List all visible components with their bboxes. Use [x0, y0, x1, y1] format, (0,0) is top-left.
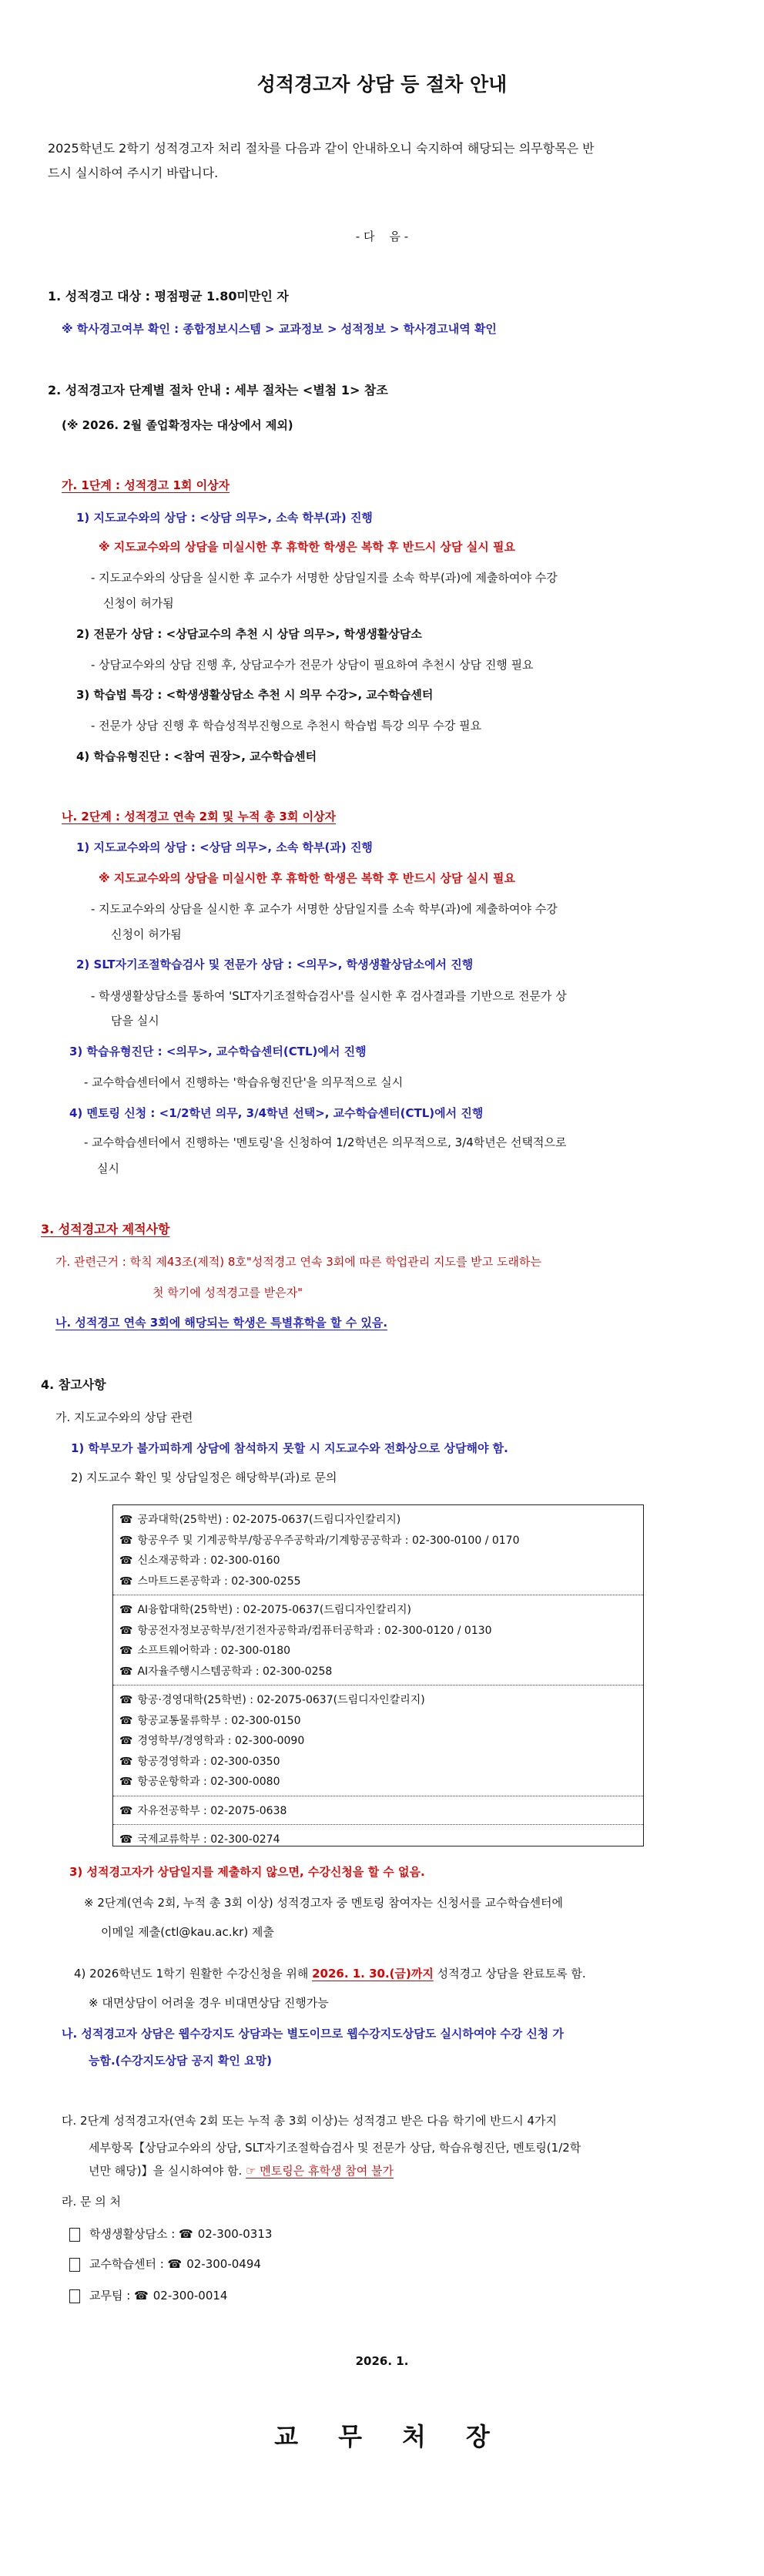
- contact-group: [113, 1685, 643, 1796]
- section-3-a-line-1: 가. 관련근거 : 학칙 제43조(제적) 8호"성적경고 연속 3회에 따른 학업관리 지도를 받고 도래하는: [55, 1255, 541, 1269]
- contact-title: 라. 문 의 처: [62, 2195, 122, 2209]
- section-4-a-item-1: 1) 학부모가 불가피하게 상담에 참석하지 못할 시 지도교수와 전화상으로 상담해야 함.: [71, 1441, 508, 1455]
- contact-text: 항공운항학과 : 02-300-0080: [137, 1776, 280, 1788]
- mentoring-warning: ☞ 멘토링은 휴학생 참여 불가: [246, 2164, 394, 2178]
- signature: 교무처장: [274, 2422, 530, 2451]
- contact-text: 소프트웨어학과 : 02-300-0180: [137, 1645, 291, 1657]
- contact-text: 경영학부/경영학과 : 02-300-0090: [137, 1735, 305, 1747]
- inquiry-label: 교무팀 :: [89, 2289, 135, 2303]
- contact-row: [113, 1801, 643, 1822]
- telephone-icon: ☎: [119, 1665, 133, 1678]
- inquiry-phone: 02-300-0014: [152, 2289, 228, 2303]
- stage-2-item-4: 4) 멘토링 신청 : <1/2학년 의무, 3/4학년 선택>, 교수학습센터(CTL)에서 진행: [69, 1106, 484, 1120]
- contact-text: 스마트드론공학과 : 02-300-0255: [137, 1575, 301, 1588]
- stage-2-item-2-desc-1: - 학생생활상담소를 통하여 'SLT자기조절학습검사'를 실시한 후 검사결과를 기반으로 전문가 상: [91, 989, 567, 1003]
- section-4-a-item-4-note: ※ 대면상담이 어려울 경우 비대면상담 진행가능: [89, 1996, 329, 2010]
- stage-1-item-1-desc-2: 신청이 허가됨: [103, 596, 174, 610]
- item-4-text-post: 성적경고 상담을 완료토록 함.: [433, 1967, 586, 1981]
- section-2-heading: 2. 성적경고자 단계별 절차 안내 : 세부 절차는 <별첨 1> 참조: [48, 383, 388, 397]
- section-3-heading: 3. 성적경고자 제적사항: [41, 1222, 170, 1236]
- telephone-icon: ☎: [179, 2227, 193, 2241]
- contact-row: [113, 1600, 643, 1621]
- telephone-icon: ☎: [119, 1514, 133, 1526]
- stage-2-item-3: 3) 학습유형진단 : <의무>, 교수학습센터(CTL)에서 진행: [69, 1045, 367, 1058]
- telephone-icon: ☎: [119, 1575, 133, 1588]
- contacts-table: [112, 1504, 644, 1846]
- section-4-a-item-3-note-2: 이메일 제출(ctl@kau.ac.kr) 제출: [101, 1925, 274, 1939]
- page-title: 성적경고자 상담 등 절차 안내: [256, 73, 508, 96]
- contact-row: [113, 1641, 643, 1662]
- stage-2-item-1-desc-2: 신청이 허가됨: [111, 927, 182, 941]
- contact-text: 항공우주 및 기계공학부/항공우주공학과/기계항공공학과 : 02-300-0100 / 0170: [137, 1534, 520, 1547]
- telephone-icon: ☎: [134, 2289, 149, 2303]
- stage-1-item-2: 2) 전문가 상담 : <상담교수의 추천 시 상담 의무>, 학생생활상담소: [76, 627, 422, 641]
- section-4-a-item-4: [74, 1966, 586, 1981]
- telephone-icon: ☎: [119, 1804, 133, 1817]
- contact-row: [113, 1772, 643, 1793]
- telephone-icon: ☎: [119, 1645, 133, 1657]
- contact-text: AI융합대학(25학번) : 02-2075-0637(드림디자인칼리지): [137, 1604, 411, 1616]
- telephone-icon: ☎: [119, 1776, 133, 1788]
- contact-text: 자유전공학부 : 02-2075-0638: [137, 1804, 287, 1817]
- contact-group: [113, 1505, 643, 1595]
- stage-2-item-1: 1) 지도교수와의 상담 : <상담 의무>, 소속 학부(과) 진행: [76, 840, 373, 854]
- section-4-c-line-2: 세부항목【상담교수와의 상담, SLT자기조절학습검사 및 전문가 상담, 학습유형진단, 멘토링(1/2학: [89, 2141, 581, 2155]
- telephone-icon: ☎: [167, 2257, 183, 2271]
- section-4-c-line-3-text: 년만 해당)】을 실시하여야 함.: [89, 2164, 246, 2178]
- deadline-date: 2026. 1. 30.(금)까지: [312, 1967, 434, 1981]
- contact-group: [113, 1796, 643, 1826]
- contact-text: 항공전자정보공학부/전기전자공학과/컴퓨터공학과 : 02-300-0120 / 0130: [137, 1624, 492, 1637]
- contact-row: [113, 1690, 643, 1711]
- section-4-a-title: 가. 지도교수와의 상담 관련: [55, 1410, 193, 1424]
- contact-row: [113, 1510, 643, 1531]
- intro-line-1: 2025학년도 2학기 성적경고자 처리 절차를 다음과 같이 안내하오니 숙지하여 해당되는 의무항목은 반: [48, 141, 595, 156]
- telephone-icon: ☎: [119, 1714, 133, 1727]
- contact-row: [113, 1662, 643, 1682]
- section-4-a-item-3: 3) 성적경고자가 상담일지를 제출하지 않으면, 수강신청을 할 수 없음.: [69, 1865, 425, 1879]
- contact-row: [113, 1711, 643, 1732]
- stage-1-item-1-desc-1: - 지도교수와의 상담을 실시한 후 교수가 서명한 상담일지를 소속 학부(과)에 제출하여야 수강: [91, 571, 558, 585]
- telephone-icon: ☎: [119, 1555, 133, 1567]
- telephone-icon: ☎: [119, 1624, 133, 1637]
- stage-1-title: 가. 1단계 : 성적경고 1회 이상자: [62, 478, 230, 492]
- section-3-a-line-2: 첫 학기에 성적경고를 받은자": [152, 1286, 303, 1300]
- item-4-text-pre: 4) 2026학년도 1학기 원활한 수강신청을 위해: [74, 1967, 313, 1981]
- inquiry-label: 학생생활상담소 :: [89, 2227, 179, 2241]
- contact-text: 국제교류학부 : 02-300-0274: [137, 1833, 280, 1846]
- contact-group: [113, 1825, 643, 1853]
- section-4-b-line-2: 능함.(수강지도상담 공지 확인 요망): [89, 2054, 272, 2068]
- stage-2-item-3-desc: - 교수학습센터에서 진행하는 '학습유형진단'을 의무적으로 실시: [84, 1075, 404, 1089]
- section-4-b-line-1: 나. 성적경고자 상담은 웹수강지도 상담과는 별도이므로 웹수강지도상담도 실시하여야 수강 신청 가: [62, 2027, 565, 2041]
- contact-row: [113, 1752, 643, 1773]
- stage-2-item-1-desc-1: - 지도교수와의 상담을 실시한 후 교수가 서명한 상담일지를 소속 학부(과)에 제출하여야 수강: [91, 902, 558, 916]
- inquiry-label: 교수학습센터 :: [89, 2257, 168, 2271]
- telephone-icon: ☎: [119, 1694, 133, 1706]
- stage-2-item-1-warning: ※ 지도교수와의 상담을 미실시한 후 휴학한 학생은 복학 후 반드시 상담 실시 필요: [99, 871, 515, 885]
- contact-row: [113, 1551, 643, 1571]
- stage-1-item-1: 1) 지도교수와의 상담 : <상담 의무>, 소속 학부(과) 진행: [76, 511, 373, 525]
- empty-checkbox-icon: [69, 2289, 80, 2303]
- contact-row: [113, 1571, 643, 1592]
- section-1-note: ※ 학사경고여부 확인 : 종합정보시스템 > 교과정보 > 성적정보 > 학사경고내역 확인: [62, 322, 497, 336]
- contact-text: 항공교통물류학부 : 02-300-0150: [137, 1714, 301, 1727]
- inquiry-item: [69, 2256, 261, 2272]
- section-4-c-line-3: [89, 2163, 394, 2179]
- empty-checkbox-icon: [69, 2258, 80, 2272]
- stage-1-item-1-warning: ※ 지도교수와의 상담을 미실시한 후 휴학한 학생은 복학 후 반드시 상담 실시 필요: [99, 540, 515, 554]
- separator: - 다 음 -: [355, 230, 409, 243]
- stage-2-item-4-desc-1: - 교수학습센터에서 진행하는 '멘토링'을 신청하여 1/2학년은 의무적으로, 3/4학년은 선택적으로: [84, 1135, 567, 1149]
- stage-1-item-3: 3) 학습법 특강 : <학생생활상담소 추천 시 의무 수강>, 교수학습센터: [76, 688, 434, 702]
- stage-1-item-2-desc: - 상담교수와의 상담 진행 후, 상담교수가 전문가 상담이 필요하여 추천시 상담 진행 필요: [91, 658, 534, 672]
- contact-row: [113, 1531, 643, 1551]
- section-4-a-item-2: 2) 지도교수 확인 및 상담일정은 해당학부(과)로 문의: [71, 1471, 337, 1484]
- section-4-c-line-1: 다. 2단계 성적경고자(연속 2회 또는 누적 총 3회 이상)는 성적경고 받은 다음 학기에 반드시 4가지: [62, 2114, 558, 2128]
- empty-checkbox-icon: [69, 2228, 80, 2242]
- telephone-icon: ☎: [119, 1755, 133, 1768]
- section-4-heading: 4. 참고사항: [41, 1377, 106, 1392]
- contact-text: 공과대학(25학번) : 02-2075-0637(드림디자인칼리지): [137, 1514, 401, 1526]
- telephone-icon: ☎: [119, 1833, 133, 1846]
- section-1-heading: 1. 성적경고 대상 : 평점평균 1.80미만인 자: [48, 289, 289, 304]
- contact-text: 항공경영학과 : 02-300-0350: [137, 1755, 280, 1768]
- document-date: 2026. 1.: [355, 2354, 409, 2368]
- inquiry-item: [69, 2288, 227, 2303]
- contact-group: [113, 1595, 643, 1685]
- section-2-note: (※ 2026. 2월 졸업확정자는 대상에서 제외): [62, 418, 293, 432]
- section-3-b: 나. 성적경고 연속 3회에 해당되는 학생은 특별휴학을 할 수 있음.: [55, 1316, 388, 1330]
- section-4-a-item-3-note-1: ※ 2단계(연속 2회, 누적 총 3회 이상) 성적경고자 중 멘토링 참여자는 신청서를 교수학습센터에: [84, 1896, 564, 1910]
- inquiry-phone: 02-300-0313: [197, 2227, 273, 2241]
- stage-1-item-3-desc: - 전문가 상담 진행 후 학습성적부진형으로 추천시 학습법 특강 의무 수강 필요: [91, 719, 482, 733]
- contact-row: [113, 1621, 643, 1642]
- telephone-icon: ☎: [119, 1534, 133, 1547]
- inquiry-item: [69, 2226, 272, 2242]
- stage-2-title: 나. 2단계 : 성적경고 연속 2회 및 누적 총 3회 이상자: [62, 810, 337, 823]
- contact-row: [113, 1731, 643, 1752]
- contact-text: AI자율주행시스템공학과 : 02-300-0258: [137, 1665, 333, 1678]
- contact-text: 신소재공학과 : 02-300-0160: [137, 1555, 280, 1567]
- stage-1-item-4: 4) 학습유형진단 : <참여 권장>, 교수학습센터: [76, 750, 317, 763]
- intro-line-2: 드시 실시하여 주시기 바랍니다.: [48, 166, 219, 180]
- telephone-icon: ☎: [119, 1735, 133, 1747]
- contact-row: [113, 1830, 643, 1850]
- contact-text: 항공·경영대학(25학번) : 02-2075-0637(드림디자인칼리지): [137, 1694, 425, 1706]
- stage-2-item-4-desc-2: 실시: [97, 1162, 119, 1176]
- stage-2-item-2-desc-2: 담을 실시: [111, 1014, 159, 1028]
- stage-2-item-2: 2) SLT자기조절학습검사 및 전문가 상담 : <의무>, 학생생활상담소에서 진행: [76, 958, 474, 971]
- inquiry-phone: 02-300-0494: [186, 2257, 261, 2271]
- telephone-icon: ☎: [119, 1604, 133, 1616]
